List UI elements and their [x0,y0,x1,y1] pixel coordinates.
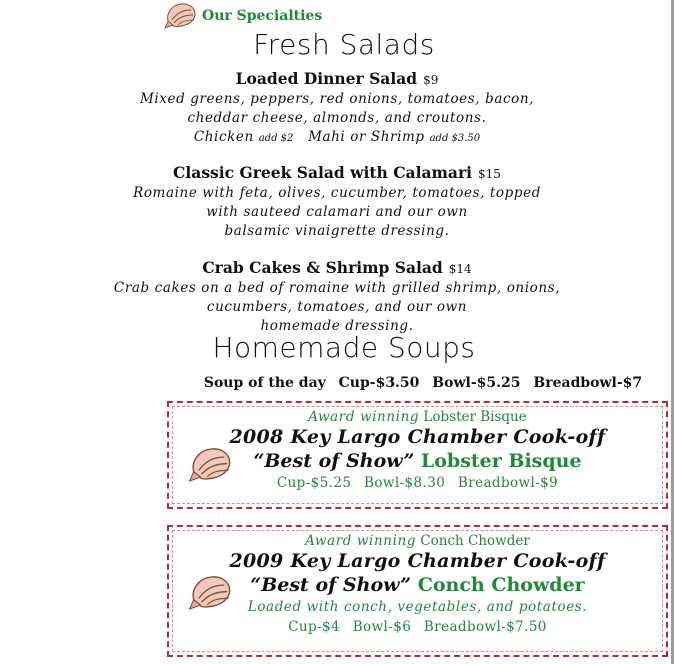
soup-of-the-day [0,375,674,391]
salad-item-loaded-dinner [0,69,674,148]
award-italic: Award winning [308,409,420,425]
salads-heading-text: Fresh Salads [253,28,435,61]
salad-addons [0,128,674,148]
salad-price: $14 [448,262,472,276]
award-italic: Award winning [305,533,417,549]
conch-shell-icon [187,445,235,485]
best-of-show-line [169,449,666,473]
addon-mahi: Mahi or Shrimp [308,129,425,145]
best-of-show: “Best of Show” [250,574,412,596]
salad-name: Crab Cakes & Shrimp Salad [202,258,443,277]
salad-desc-line: balsamic vinaigrette dressing. [224,223,450,239]
best-of-show-line [169,573,666,597]
award-soup-name: Conch Chowder [420,533,530,549]
salad-desc-line: Mixed greens, peppers, red onions, tomatoes, bacon, [139,91,535,107]
cookoff-title: 2008 Key Largo Chamber Cook-off [229,426,606,448]
addon-mahi-price: add $3.50 [429,133,481,144]
salad-desc-line: homemade dressing. [260,318,414,334]
salads-heading [86,28,602,61]
salad-name: Loaded Dinner Salad [235,69,418,88]
salad-desc-line: cheddar cheese, almonds, and croutons. [187,110,487,126]
soup-of-day-cup: Cup-$3.50 [338,375,420,391]
salad-desc-line: with sauteed calamari and our own [206,204,468,220]
soup-of-day-bowl: Bowl-$5.25 [432,375,521,391]
award-dish: Conch Chowder [417,574,585,596]
addon-chicken-price: add $2 [258,133,294,144]
award-prices [169,473,666,493]
award-box-conch-chowder [167,525,668,657]
award-soup-name: Lobster Bisque [423,409,527,425]
addon-chicken: Chicken [193,129,254,145]
salad-price: $15 [478,167,501,181]
cookoff-title: 2009 Key Largo Chamber Cook-off [229,550,606,572]
award-breadbowl: Breadbowl-$9 [457,475,559,491]
award-line [169,409,666,425]
award-line [169,533,666,549]
award-bowl: Bowl-$8.30 [364,475,446,491]
soups-heading-text: Homemade Soups [212,331,476,364]
award-prices [169,617,666,637]
conch-shell-icon [164,1,198,31]
award-breadbowl: Breadbowl-$7.50 [423,619,547,635]
award-description: Loaded with conch, vegetables, and potatoes. [247,599,588,615]
best-of-show: “Best of Show” [253,450,415,472]
salad-item-greek-calamari [0,163,674,241]
soup-of-day-breadbowl: Breadbowl-$7 [533,375,643,391]
award-cup: Cup-$5.25 [276,475,352,491]
award-bowl: Bowl-$6 [352,619,412,635]
salad-name: Classic Greek Salad with Calamari [173,163,473,182]
award-cup: Cup-$4 [288,619,341,635]
specialties-label: Our Specialties [202,8,323,24]
award-box-lobster-bisque [167,401,668,509]
salad-item-crab-shrimp [0,258,674,336]
salad-desc-line: Crab cakes on a bed of romaine with grilled shrimp, onions, [113,280,561,296]
conch-shell-icon [187,573,235,613]
salad-desc-line: cucumbers, tomatoes, and our own [206,299,468,315]
salad-desc-line: Romaine with feta, olives, cucumber, tomatoes, topped [133,185,541,201]
salad-price: $9 [423,73,439,87]
soups-heading [86,331,602,364]
award-dish: Lobster Bisque [420,450,582,472]
soup-of-day-label: Soup of the day [203,375,326,391]
